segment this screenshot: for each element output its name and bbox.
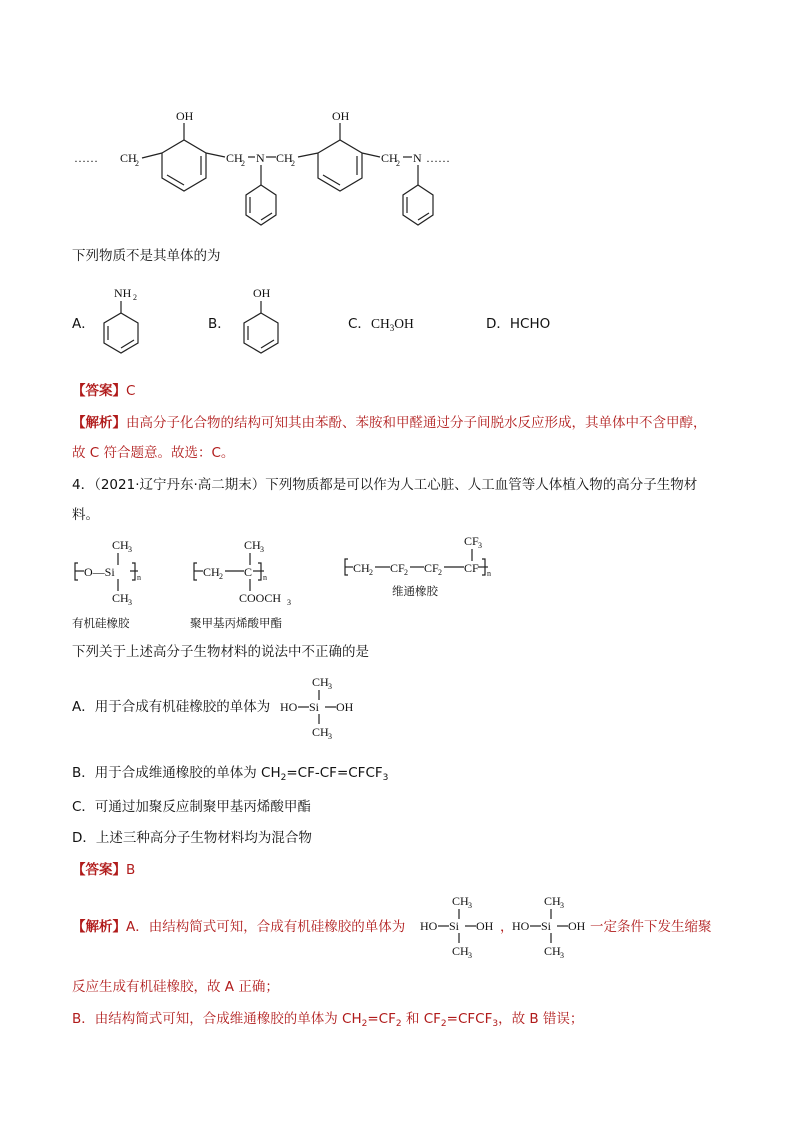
- viton-cf3-sub: 3: [478, 541, 482, 550]
- an2-si: Si: [541, 919, 552, 933]
- nh2-label: NH: [114, 286, 132, 300]
- si-ch3-top: CH: [112, 538, 129, 552]
- pmma-ester-sub: 3: [287, 598, 291, 607]
- analysis-a1-text: A．由结构简式可知，合成有机硅橡胶的单体为: [126, 919, 406, 935]
- viton-cf-3: CF: [464, 561, 479, 575]
- an1-top-sub: 3: [468, 901, 472, 910]
- an2-top-sub: 3: [560, 901, 564, 910]
- q4-prompt: 下列关于上述高分子生物材料的说法中不正确的是: [72, 644, 369, 660]
- analysis-b1-sub4: 3: [492, 1019, 499, 1029]
- answer-value: B: [126, 862, 136, 878]
- a-bottom-ch3-sub: 3: [328, 732, 332, 740]
- pmma-ch2-sub: 2: [219, 572, 223, 581]
- q4-option-b-sub: 2: [280, 773, 287, 783]
- q4-option-b-text: B．用于合成维通橡胶的单体为 CH: [72, 765, 281, 781]
- analysis-b1-sub: 2: [361, 1019, 368, 1029]
- analysis-b1-mid: =CF: [367, 1011, 396, 1027]
- analysis-b1-eq: =CFCF: [446, 1011, 493, 1027]
- analysis-b1-end: ，故 B 错误；: [498, 1011, 584, 1027]
- viton-cf3: CF: [464, 537, 479, 548]
- analysis-tag: 【解析】: [72, 415, 126, 431]
- ch2-4: CH: [381, 151, 398, 165]
- viton-ch: CH: [353, 561, 370, 575]
- pmma-n: n: [263, 573, 267, 582]
- q4-analysis-a2: 反应生成有机硅橡胶，故 A 正确；: [72, 979, 279, 995]
- q3-option-c[interactable]: [348, 315, 414, 333]
- q4-option-c[interactable]: C．可通过加聚反应制聚甲基丙烯酸甲酯: [72, 799, 311, 815]
- pmma-c: C: [244, 565, 253, 579]
- q4-stem-line1: 4．（2021·辽宁丹东·高二期末）下列物质都是可以作为人工心脏、人工血管等人体植入物的高分子生物材: [72, 477, 698, 493]
- q4-option-b[interactable]: [72, 764, 388, 782]
- ch2-3: CH: [276, 151, 293, 165]
- analysis-b1-text: B．由结构简式可知，合成维通橡胶的单体为 CH: [72, 1011, 362, 1027]
- a-left-ho: HO: [280, 700, 298, 714]
- si-ch3-bottom: CH: [112, 591, 129, 605]
- an2-bottom: CH: [544, 944, 561, 958]
- q4-option-a[interactable]: A．用于合成有机硅橡胶的单体为: [72, 699, 271, 715]
- q4-stem-line2: 料。: [72, 507, 99, 523]
- an2-top: CH: [544, 894, 561, 908]
- si-chain: O—Si: [84, 565, 115, 579]
- a-si: Si: [309, 700, 320, 714]
- q3-option-c-formula: [371, 316, 414, 331]
- viton-cf-2-sub: 2: [438, 568, 442, 577]
- label-pmma: 聚甲基丙烯酸甲酯: [190, 616, 282, 630]
- analysis-b1-and: 和 CF: [401, 1011, 441, 1027]
- oh-tail: OH: [394, 316, 414, 331]
- dots-left: ……: [74, 151, 98, 165]
- dots-right: ……: [426, 151, 450, 165]
- analysis-b1-sub2: 2: [395, 1019, 402, 1029]
- q4-analysis-a1: [72, 918, 405, 936]
- q4-analysis-b1: [72, 1010, 583, 1028]
- q3-option-a-letter[interactable]: A．: [72, 316, 95, 332]
- si-n: n: [137, 573, 141, 582]
- ch2-4-sub: 2: [396, 159, 400, 168]
- ch2-3-sub: 2: [291, 159, 295, 168]
- label-viton: 维通橡胶: [392, 584, 438, 598]
- q3-option-c-letter: C．: [348, 316, 371, 332]
- analysis-b1-sub3: 2: [440, 1019, 447, 1029]
- aniline-structure: [98, 283, 148, 363]
- analysis-tag: 【解析】: [72, 919, 126, 935]
- answer-value: C: [126, 383, 136, 399]
- an1-left: HO: [420, 919, 438, 933]
- polymer-structure-figure: [72, 105, 482, 235]
- q3-option-b-letter[interactable]: B．: [208, 316, 231, 332]
- n-1: N: [256, 151, 265, 165]
- n-2: N: [413, 151, 422, 165]
- pmma-ch3: CH: [244, 538, 261, 552]
- q4-answer: [72, 861, 135, 879]
- pmma-ester: COOCH: [239, 591, 282, 605]
- label-silicone-rubber: 有机硅橡胶: [72, 616, 130, 630]
- ch2-1-sub: 2: [135, 159, 139, 168]
- q3-answer: [72, 382, 135, 400]
- an1-right: OH: [476, 919, 494, 933]
- q3-prompt: 下列物质不是其单体的为: [72, 248, 221, 264]
- phenol-structure: [235, 283, 285, 363]
- an1-bottom-sub: 3: [468, 951, 472, 959]
- si-ch3-top-sub: 3: [128, 545, 132, 554]
- an2-bottom-sub: 3: [560, 951, 564, 959]
- ch2-2-sub: 2: [241, 159, 245, 168]
- analysis-silanediol-1: [418, 893, 504, 959]
- an1-top: CH: [452, 894, 469, 908]
- ch2-1: CH: [120, 151, 137, 165]
- pmma-ch3-sub: 3: [260, 545, 264, 554]
- an1-si: Si: [449, 919, 460, 933]
- a-bottom-ch3: CH: [312, 725, 329, 739]
- answer-tag: 【答案】: [72, 383, 126, 399]
- oh-1: OH: [176, 109, 194, 123]
- a-top-ch3-sub: 3: [328, 682, 332, 691]
- viton-ch-sub: 2: [369, 568, 373, 577]
- q3-option-d[interactable]: [486, 315, 550, 333]
- si-ch3-bottom-sub: 3: [128, 598, 132, 607]
- q3-analysis-line1: [72, 414, 707, 432]
- ch2-2: CH: [226, 151, 243, 165]
- q3-option-d-letter: D．: [486, 316, 510, 332]
- materials-figure: [72, 537, 552, 632]
- pmma-ch2: CH: [203, 565, 220, 579]
- oh-2: OH: [332, 109, 350, 123]
- viton-cf-1: CF: [390, 561, 405, 575]
- an1-bottom: CH: [452, 944, 469, 958]
- viton-cf-1-sub: 2: [404, 568, 408, 577]
- q4-option-d[interactable]: D．上述三种高分子生物材料均为混合物: [72, 830, 312, 846]
- nh2-sub: 2: [133, 293, 137, 302]
- q4-analysis-a-mid: ，: [500, 919, 514, 935]
- option-a-silanediol: [276, 674, 366, 740]
- q3-analysis-line2: 故 C 符合题意。故选：C。: [72, 445, 235, 461]
- ch3-text: CH: [370, 316, 390, 331]
- an2-left: HO: [512, 919, 530, 933]
- q4-option-b-tail: =CF-CF=CFCF: [286, 765, 383, 781]
- analysis-text: 由高分子化合物的结构可知其由苯酚、苯胺和甲醛通过分子间脱水反应形成，其单体中不含甲醇，: [126, 415, 707, 431]
- a-top-ch3: CH: [312, 675, 329, 689]
- q4-option-b-sub2: 3: [382, 773, 389, 783]
- q4-analysis-a-tail: 一定条件下发生缩聚: [590, 919, 712, 935]
- an2-right: OH: [568, 919, 586, 933]
- q3-option-d-text: HCHO: [509, 316, 551, 332]
- viton-n: n: [487, 569, 491, 578]
- a-right-oh: OH: [336, 700, 354, 714]
- viton-cf-2: CF: [424, 561, 439, 575]
- ch3-sub: 3: [389, 323, 395, 333]
- answer-tag: 【答案】: [72, 862, 126, 878]
- analysis-silanediol-2: [510, 893, 596, 959]
- oh-label: OH: [253, 286, 271, 300]
